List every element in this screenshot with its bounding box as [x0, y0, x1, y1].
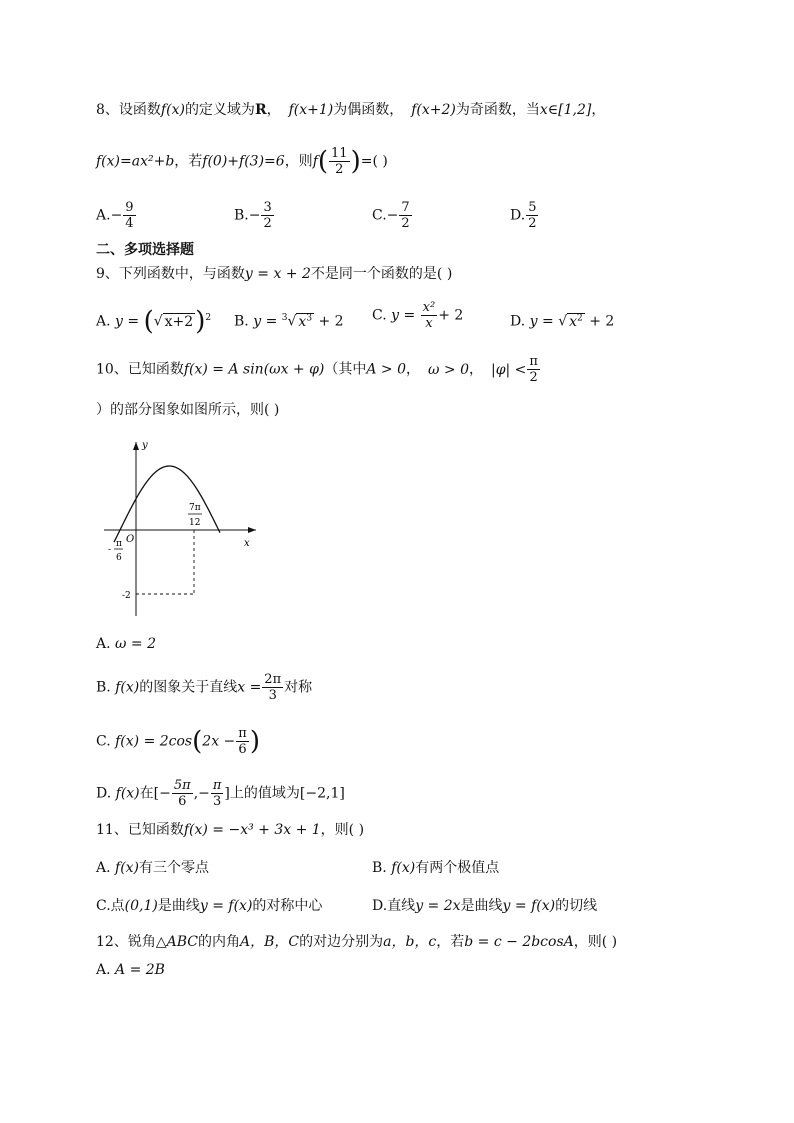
q9-option-c	[372, 300, 463, 331]
q8-math: f(x)	[160, 102, 185, 118]
numerator: x²	[422, 300, 436, 315]
denominator: 6	[178, 794, 187, 809]
sign: −	[386, 207, 399, 224]
q10-stem-line2: ）的部分图象如图所示，则( )	[96, 402, 280, 418]
paren: (	[192, 726, 203, 757]
tick-left-num: π	[116, 539, 122, 549]
math: x =	[237, 679, 262, 696]
q12-math: a，b，c	[383, 934, 437, 950]
q10-option-d	[96, 778, 345, 809]
q8-text: ，	[591, 102, 606, 118]
math: A = 2B	[115, 962, 165, 978]
fraction	[261, 200, 273, 231]
text: 有三个零点	[139, 860, 210, 876]
q10-stem	[96, 354, 541, 385]
option-label: D.	[96, 785, 112, 802]
tick-left-den: 6	[116, 553, 122, 563]
min-label: -2	[122, 591, 131, 601]
q8-math: R	[254, 102, 267, 118]
tick-right-num: 7π	[189, 503, 201, 513]
text: 有两个极值点	[415, 860, 500, 876]
q8-math: f(0)+f(3)=6	[202, 153, 285, 170]
q10-text: ，	[469, 361, 483, 378]
fraction	[172, 778, 193, 809]
option-label: C.	[372, 307, 387, 324]
q9-text: 不是同一个函数的是( )	[310, 266, 453, 282]
denominator: x	[425, 316, 433, 331]
q12-text: ，若	[436, 934, 465, 950]
q8-option-c	[372, 200, 413, 231]
q8-option-b	[234, 200, 275, 231]
option-label: A.	[96, 207, 111, 224]
q11-option-c	[96, 896, 322, 916]
option-label: D.	[510, 207, 526, 224]
q8-text: 为偶函数，	[333, 102, 404, 118]
numerator: 11	[331, 146, 348, 161]
math: ,−	[193, 785, 210, 802]
q8-text: ，	[266, 102, 281, 118]
paren: )	[350, 146, 361, 177]
q9-math: y = x + 2	[244, 266, 311, 282]
text: 对称	[284, 679, 313, 696]
numerator: 9	[125, 200, 134, 215]
fraction	[236, 726, 249, 757]
paren: (	[317, 146, 329, 177]
math: f(x)	[115, 785, 140, 802]
fraction	[262, 672, 283, 703]
math: y =	[115, 313, 144, 330]
text: 的对称中心	[252, 898, 323, 914]
q8-text: ，则	[284, 153, 313, 170]
option-label: B.	[96, 679, 111, 696]
math: (0,1)	[124, 898, 158, 914]
radicand: x+2	[164, 313, 194, 330]
text: 上的值域为	[229, 785, 300, 802]
q8-text: ，若	[174, 153, 203, 170]
sign: −	[248, 207, 261, 224]
math: f(x)	[115, 860, 140, 876]
q8-math: f(x)=ax²+b	[96, 153, 175, 170]
q8-option-a	[96, 200, 137, 231]
denominator: 3	[213, 794, 222, 809]
q10-math: ω > 0	[428, 361, 469, 378]
option-label: C.	[372, 207, 387, 224]
exponent: 2	[577, 313, 583, 323]
paren: (	[143, 306, 154, 337]
fraction	[526, 200, 538, 231]
math: + 2	[438, 307, 464, 324]
option-label: D.	[372, 898, 388, 914]
q8-option-d	[510, 200, 539, 231]
q9-option-a: A. y = (√ x+2)$^2$	[96, 306, 212, 337]
q8-text: 的定义域为	[184, 102, 255, 118]
text: 在	[139, 785, 154, 802]
text: 直线	[387, 898, 416, 914]
denominator: 6	[238, 742, 247, 757]
root-index: 3	[281, 313, 288, 323]
denominator: 4	[125, 216, 134, 231]
numerator: 5	[528, 200, 537, 215]
q8-math: f(x+1)	[288, 102, 334, 118]
q8-fraction	[329, 146, 350, 177]
q9-option-b: B. y = $^3$√ $x^3 + 2$	[234, 313, 344, 330]
sine-curve	[114, 466, 220, 542]
q10-math: |φ| <	[491, 361, 527, 378]
math: [−2,1]	[299, 785, 345, 802]
fraction	[123, 200, 135, 231]
math: y = f(x)	[502, 898, 556, 914]
math: y =	[529, 313, 559, 330]
math: + 2	[314, 313, 344, 330]
option-label: D.	[510, 313, 526, 330]
fraction	[211, 778, 224, 809]
q11-stem	[96, 820, 364, 840]
numerator: 7	[401, 200, 410, 215]
q12-text: 的对边分别为	[299, 934, 384, 950]
denominator: 2	[335, 162, 344, 177]
numerator: 3	[263, 200, 272, 215]
q8-stem-line2	[96, 146, 388, 177]
q10-text: （其中	[324, 361, 367, 378]
q8-math: f(x+2)	[411, 102, 456, 118]
q8-text: 8、设函数	[96, 102, 161, 118]
tick-right-den: 12	[189, 518, 201, 528]
q8-text: 为奇函数，当	[455, 102, 540, 118]
math: ω = 2	[115, 636, 156, 652]
y-axis-arrow-icon	[133, 442, 139, 450]
q10-sine-graph	[96, 434, 276, 624]
math: ]	[224, 785, 230, 802]
fraction	[421, 300, 438, 331]
q11-text: 11、已知函数	[96, 822, 184, 838]
option-label: A.	[96, 313, 111, 330]
math: y =	[391, 307, 420, 324]
section-title: 二、多项选择题	[96, 242, 194, 258]
math: + 2	[584, 313, 615, 330]
x-axis-arrow-icon	[248, 527, 256, 533]
numerator: π	[529, 354, 538, 369]
q12-math: b = c − 2bcosA	[464, 934, 574, 950]
radicand-wrap	[296, 313, 314, 330]
fraction	[527, 354, 540, 385]
option-label: C.	[96, 733, 111, 750]
math: y =	[253, 313, 282, 330]
q10-math: A > 0	[366, 361, 407, 378]
q10-option-b	[96, 672, 312, 703]
text: 的切线	[555, 898, 598, 914]
q12-math: △ABC	[155, 934, 198, 950]
q12-text: 12、锐角	[96, 934, 156, 950]
text: 是曲线	[157, 898, 200, 914]
math: 2x −	[202, 733, 236, 750]
q8-stem-line1	[96, 100, 605, 120]
q10-text: ，	[406, 361, 421, 378]
radicand: x	[298, 313, 307, 330]
denominator: 2	[401, 216, 410, 231]
sign: −	[110, 207, 123, 224]
q8-text: =( )	[360, 153, 388, 170]
math: f(x) = 2cos	[115, 733, 193, 750]
numerator: π	[212, 778, 222, 793]
q11-text: ，则( )	[320, 822, 365, 838]
option-label: A.	[96, 962, 111, 978]
text: 是曲线	[460, 898, 503, 914]
q12-stem	[96, 932, 617, 952]
math: y = 2x	[415, 898, 461, 914]
q12-math: A，B，C	[239, 934, 300, 950]
option-label: B.	[372, 860, 387, 876]
q10-text: 10、已知函数	[96, 361, 184, 378]
denominator: 3	[268, 688, 277, 703]
option-label: A.	[96, 860, 111, 876]
denominator: 2	[529, 370, 538, 385]
math: y = f(x)	[199, 898, 253, 914]
option-label: A.	[96, 636, 111, 652]
q8-math: x∈[1,2]	[539, 102, 592, 118]
numerator: 5π	[173, 778, 191, 793]
tick-left-sign: -	[108, 545, 112, 555]
q11-option-a	[96, 858, 209, 878]
q12-option-a	[96, 960, 165, 980]
radicand: x	[569, 313, 578, 330]
radicand-wrap	[567, 313, 585, 330]
numerator: 2π	[264, 672, 282, 687]
q11-math: f(x) = −x³ + 3x + 1	[183, 822, 321, 838]
denominator: 2	[528, 216, 537, 231]
x-label: x	[244, 538, 250, 549]
fraction	[399, 200, 411, 231]
q11-option-d	[372, 896, 597, 916]
y-label: y	[142, 440, 148, 451]
option-label: B.	[234, 313, 249, 330]
option-label: B.	[234, 207, 249, 224]
text: 点	[110, 898, 125, 914]
q10-option-a	[96, 634, 156, 654]
exponent: 2	[205, 313, 212, 323]
math: f(x)	[115, 679, 140, 696]
text: 的图象关于直线	[139, 679, 238, 696]
q12-text: ，则( )	[573, 934, 618, 950]
q12-text: 的内角	[197, 934, 240, 950]
q11-option-b	[372, 858, 499, 878]
q10-option-c	[96, 726, 260, 757]
math: [−	[153, 785, 171, 802]
q9-text: 9、下列函数中，与函数	[96, 266, 245, 282]
paren: )	[249, 726, 260, 757]
option-label: C.	[96, 898, 111, 914]
denominator: 2	[263, 216, 272, 231]
math: f(x)	[391, 860, 416, 876]
exponent: 3	[306, 313, 313, 323]
q9-stem	[96, 264, 452, 284]
origin-label: O	[126, 534, 135, 545]
q9-option-d: D. y = √ $x^2 + 2$	[510, 313, 615, 330]
q10-math: f(x) = A sin(ωx + φ)	[183, 361, 325, 378]
numerator: π	[238, 726, 247, 741]
q8-math: f	[312, 153, 318, 170]
paren: )	[195, 306, 206, 337]
